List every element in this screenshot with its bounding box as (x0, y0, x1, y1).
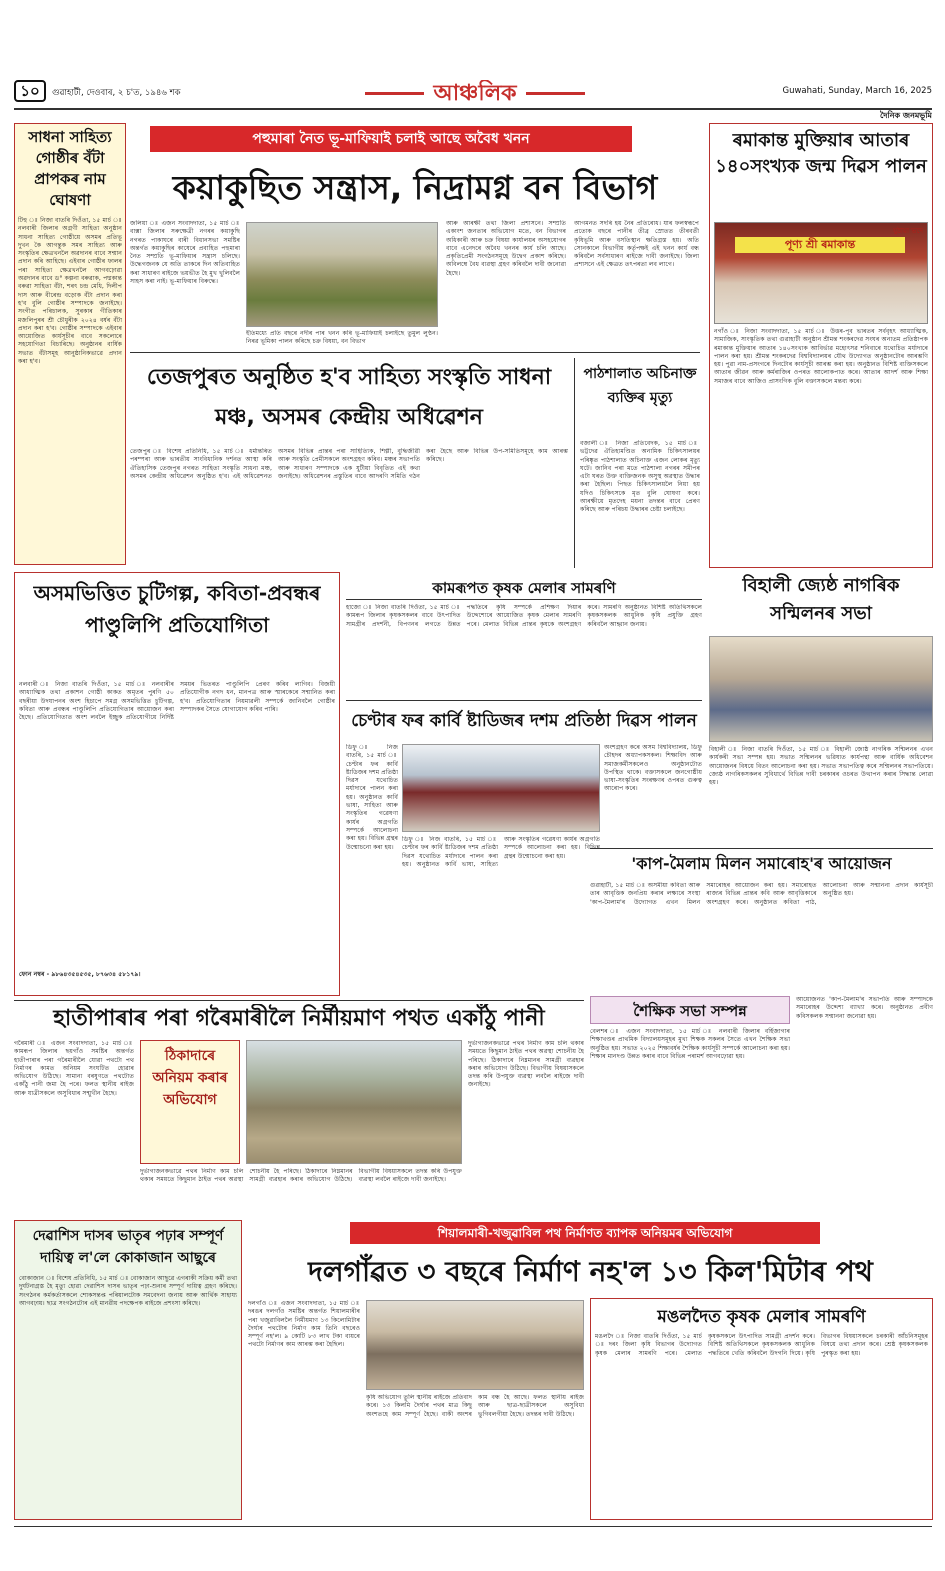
ramakanta-headline: ৰমাকান্ত মুক্তিয়াৰ আতাৰ ১৪০সংখ্যক জন্ম দিৱস পালন (715, 130, 927, 177)
sabha-headline: শৈক্ষিক সভা সম্পন্ন (590, 996, 790, 1024)
debashish-body: বোকাজান ঃ বিশেষ প্ৰতিনিধি, ১৫ মাৰ্চ ঃ বোকাজান আছুৱে এগৰাকী সক্ৰিয় কৰ্মী তথা দুৰ্ঘটনাগ্ৰস্ত হৈ মৃত্যু হোৱা দেৱাশিস দাসৰ ভাতৃৰ পঢ়া-শুনাৰ সম্পূৰ্ণ দায়িত্ব গ্ৰহণ কৰিছে। সংগঠনৰ কৰ্মকৰ্তাসকলে শোকসন্তপ্ত পৰিয়ালটোক সমবেদনা জনায় আৰু আৰ্থিক সাহায্য আগবঢ়ায়। ছাত্ৰ সংগঠনটোৰ এই মানৱীয় পদক্ষেপক ৰাইজে প্ৰশংসা কৰিছে। (19, 1275, 238, 1307)
kap-headline: 'কাপ-মৈলাম মিলন সমাৰোহ'ৰ আয়োজন (590, 848, 933, 878)
competition-body: নলবাৰী ঃ নিজা বাতৰি দিওঁতা, ১৫ মাৰ্চ ঃ নলবাৰীৰ আধ্যাত্মিক তথা প্ৰকাশন গোষ্ঠী কাকত অমৃতৰ পুৰণি ৫০ বছৰীয়া উদযাপনৰ অংশ হিচাপে সমগ্ৰ অসমভিত্তিত চুটিগল্প, কবিতা আৰু প্ৰবন্ধৰ পাণ্ডুলিপি প্ৰতিযোগিতাৰ আয়োজন কৰা হৈছে। প্ৰতিযোগিতাত অংশ লবলৈ ইচ্ছুক প্ৰতিযোগীয়ে নিৰ্দিষ্ট সময়ৰ ভিতৰত পাণ্ডুলিপি প্ৰেৰণ কৰিব লাগিব। বিজয়ী প্ৰতিযোগীক নগদ ধন, মানপত্ৰ আৰু স্মাৰকেৰে সন্মানিত কৰা হ'ব। প্ৰতিযোগিতাৰ নিয়মাৱলী সম্পৰ্কে জানিবলৈ গোষ্ঠীৰ সম্পাদকৰ সৈতে যোগাযোগ কৰিব পাৰি। (19, 681, 335, 722)
masthead-date-left: গুৱাহাটী, দেওবাৰ, ২ চ'ত, ১৯৪৬ শক (52, 88, 181, 98)
ramakanta-body: নগাঁও ঃ নিজা সংবাদদাতা, ১৫ মাৰ্চ ঃ উত্তৰ-পূব ভাৰতৰ সৰ্ববৃহৎ আধ্যাত্মিক, সামাজিক, সাংস্কৃতিক তথা গুৱাহাটী অনুষ্ঠান শ্ৰীমন্ত শংকৰদেৱ সংঘৰ অন্যতম প্ৰতিষ্ঠাপক ৰমাকান্ত মুক্তিয়াৰ আতাৰ ১৪০সংখ্যক আবিৰ্ভাৱ মহোৎসৱ শনিবাৰে যথোচিত মৰ্যাদাৰে পালন কৰা হয়। শ্ৰীমন্ত শংকৰদেৱ বিশ্ববিদ্যালয়ৰ যৌথ উদ্যোগত অনুষ্ঠানটোৰ আৰম্ভণি হয়। পুৱা নাম-প্ৰসংগৰে দিনটোৰ কাৰ্যসূচী আৰম্ভ কৰা হয়। অনুষ্ঠানত বিশিষ্ট ব্যক্তিসকলে আতাৰ জীৱন আৰু কৰ্মৰাজিৰ ওপৰত আলোকপাত কৰে। আতাৰ আদৰ্শ আৰু শিক্ষা সমাজৰ বাবে আজিও প্ৰাসংগিক বুলি বক্তাসকলে মন্তব্য কৰে। (714, 328, 928, 385)
divider-school (574, 358, 575, 568)
ramakanta-photo-corner: যুঠায়া ভদে (893, 227, 923, 235)
lead-headline: কয়াকুছিত সন্ত্ৰাস, নিদ্ৰামগ্ন বন বিভাগ (172, 168, 658, 207)
divider-hatipara (14, 1000, 584, 1001)
dalgaon-photo (366, 1300, 584, 1390)
page-bottom-rule (14, 1526, 932, 1527)
paper-name: দৈনিক জনমভূমি (880, 111, 932, 120)
tezpur-headline: তেজপুৰত অনুষ্ঠিত হ'ব সাহিত্য সংস্কৃতি সাধনা মঞ্চ, অসমৰ কেন্দ্ৰীয় অধিৱেশন (146, 365, 552, 430)
lead-photo (246, 222, 438, 327)
sabha-body: বেলশৰ ঃ এজন সংবাদদাতা, ১৫ মাৰ্চ ঃ নলবাৰী জিলাৰ বৰ্হিজাগাৰ শিক্ষাখণ্ডৰ প্ৰাথমিক বিদ্যালয়সমূহৰ মুখ্য শিক্ষক সকলৰ সৈতে এখন শৈক্ষিক সভা অনুষ্ঠিত হয়। সভাত ২০২৫ শিক্ষাবৰ্ষৰ শৈক্ষিক কাৰ্যসূচী সম্পৰ্কে আলোচনা কৰা হয়। শিক্ষাৰ মানদণ্ড উন্নত কৰাৰ বাবে বিভিন্ন পৰামৰ্শ আগবঢ়োৱা হয়। (590, 1028, 790, 1060)
sabha-body-right: আয়োজনত 'কাপ-মৈলাম'ৰ সভাপতি আৰু সম্পাদকে সমাৰোহৰ উদ্দেশ্য ব্যাখ্যা কৰে। অনুষ্ঠানত প্ৰবীণ কবিসকলক সন্মাননা জনোৱা হয়। (796, 996, 933, 1020)
mangaldai-headline: মঙলদৈত কৃষক মেলাৰ সামৰণি (657, 1307, 866, 1327)
hatipara-subhead: ঠিকাদাৰে অনিয়ম কৰাৰ অভিযোগ (152, 1048, 228, 1108)
centre-body-left: ডিফু ঃ নিজ বাতৰি, ১৫ মাৰ্চ ঃ চেণ্টাৰ ফৰ কাৰ্বি ষ্টাডিজৰ দশম প্ৰতিষ্ঠা দিৱস যথোচিত মৰ্যাদাৰে পালন কৰা হয়। অনুষ্ঠানত কাৰ্বি ভাষা, সাহিত্য আৰু সংস্কৃতিৰ গৱেষণা কাৰ্যৰ অগ্ৰগতি সম্পৰ্কে আলোচনা কৰা হয়। বিভিন্ন গ্ৰন্থৰ উন্মোচনো কৰা হয়। (346, 744, 398, 851)
tezpur-body: তেজপুৰ ঃ বিশেষ প্ৰতিনিধি, ১৫ মাৰ্চ ঃ ধৰ্মান্তৰিত পৰম্পৰা আৰু ভাৰতীয় সাংবিধানিক দৰ্শনত আস্থা কৰি ঐতিহাসিক তেজপুৰ নগৰত সাহিত্য সংস্কৃতি সাধনা মঞ্চ, অসমৰ কেন্দ্ৰীয় অধিৱেশন অনুষ্ঠিত হ'ব। এই অধিৱেশনত অসমৰ বিভিন্ন প্ৰান্তৰ পৰা সাহিত্যিক, শিল্পী, বুদ্ধিজীৱী আৰু সংস্কৃতি প্ৰেমীসকলে অংশগ্ৰহণ কৰিব। মঞ্চৰ সভাপতি আৰু সাধাৰণ সম্পাদকে এক যুটীয়া বিবৃতিত এই কথা জনাইছে। অধিৱেশনৰ প্ৰস্তুতিৰ বাবে আদৰণি সমিতি গঠন কৰা হৈছে আৰু বিভিন্ন উপ-সমিতিসমূহে কাম আৰম্ভ কৰিছে। (130, 448, 568, 480)
debashish-box (14, 1220, 242, 1520)
hatipara-body: গৰৈমাৰী ঃ এজন সংবাদদাতা, ১৫ মাৰ্চ ঃ কামৰূপ জিলাৰ ছয়গাঁও সমষ্টিৰ অন্তৰ্গত হাতীপাৰাৰ পৰা গৰৈমাৰীলৈ যোৱা পথটো পথ নিৰ্মাণৰ কামত অনিয়ম সংঘটিত হোৱাৰ অভিযোগ উঠিছে। সামান্য বৰষুণতে পথটোত একাঁঠু পানী জমা হৈ পৰে। ফলত স্থানীয় ৰাইজ আৰু যাত্ৰীসকলে অসুবিধাৰ সন্মুখীন হৈছে। (14, 1040, 134, 1097)
dalgaon-body-right: কৃষি অভিযোগ তুলি স্থানীয় ৰাইজে প্ৰতিবাদ কৰে। ১৩ কিলমি দৈৰ্ঘ্যৰ পথৰ মাত্ৰ কিছু অংশতহে কাম সম্পূৰ্ণ হৈছে। বাকী অংশৰ কাম বন্ধ হৈ আছে। ফলত স্থানীয় ৰাইজ আৰু ছাত্ৰ-ছাত্ৰীসকলে অসুবিধা ভুগিবলগীয়া হৈছে। তদন্তৰ দাবী উঠিছে। (366, 1394, 584, 1418)
hatipara-subhead-box (140, 1040, 240, 1164)
centre-headline: চেণ্টাৰ ফৰ কাৰ্বি ষ্টাডিজৰ দশম প্ৰতিষ্ঠা দিৱস পালন (346, 700, 702, 740)
school-body: বজালী ঃ নিজা প্ৰতিবেদক, ১৫ মাৰ্চ ঃ ভট্টদেৱ ঐতিহ্যমণ্ডিত অনামিক চিকিৎসালয়ৰ পৰিষ্কৃত পাঠশালাত অচিনাক্ত এজন লোকৰ মৃত্যু ঘটে। জানিব পৰা মতে পাঠশালা নগৰৰ সমীপৰ এটা ঘৰত উক্ত ব্যক্তিজনক অসুস্থ অৱস্থাত উদ্ধাৰ কৰা হৈছিল। পিছত চিকিৎসালয়লৈ নিয়া হয় যদিও চিকিৎসকে মৃত বুলি ঘোষণা কৰে। আৰক্ষীয়ে মৃতদেহ ময়না তদন্তৰ বাবে প্ৰেৰণ কৰিছে আৰু পৰিচয় উদ্ধাৰৰ চেষ্টা চলাইছে। (580, 440, 700, 514)
dalgaon-headline: দলগাঁৱত ৩ বছৰে নিৰ্মাণ নহ'ল ১৩ কিল'মিটাৰ পথ (308, 1255, 873, 1288)
bihali-headline: বিহালী জ্যেষ্ঠ নাগৰিক সন্মিলনৰ সভা (742, 575, 900, 624)
competition-box (14, 572, 340, 996)
masthead-logo (365, 80, 585, 110)
lead-body-right: আগমনত সদৰি হয় নৈৰ প্ৰতিৰোধ। যাৰ ফলস্বৰূপে প্ৰত্যেক বছৰে পানীৰ তীব্ৰ স্ৰোতত তীৰবৰ্তী কৃষিভূমি আৰু বসতিস্থান ক্ষতিগ্ৰস্ত হয়। অতি সোনকালে বিভাগীয় কৰ্তৃপক্ষই এই খনন কাৰ্য বন্ধ কৰিবলৈ সৰ্বসাধাৰণ ৰাইজে দাবী জনাইছে। জিলা প্ৰশাসনে এই ক্ষেত্ৰত তৎপৰতা লব লাগে। (574, 220, 699, 269)
competition-contact: ফোন নম্বৰ - ৯৮৬৪৩৫৪৫৩৫, ৮৭৬৩৪ ৫৮১৭৯। (19, 971, 141, 978)
lead-body-left: জলিয়া ঃ এজন সংবাদদাতা, ১৫ মাৰ্চ ঃ বাক্সা জিলাৰ সৰুক্ষেত্ৰী নগৰৰ কয়াকুছি নগৰত পাকাঘৰে বাৰী বিধানসভা সমষ্টিৰ অন্তৰ্গত কয়াকুছিৰ কাষেৰে প্ৰবাহিত পহুমাৰা নৈত সম্প্ৰতি ভূ-মাফিয়াৰ সন্ত্ৰাস চলিছে। উদ্ধেগজনক যে অতি তাকৰে দিন অতিবাহিত কৰা সাধাৰণ ৰাইজে ভয়ভীত হৈ মুখ খুলিবলৈ সাহস কৰা নাই। ভূ-মাফিয়াৰ বিৰুদ্ধে। (130, 220, 240, 286)
page-number: ১০ (14, 80, 46, 102)
mangaldai-box (590, 1298, 933, 1520)
bihali-body: বিহালী ঃ নিজা বাতৰি দিওঁতা, ১৫ মাৰ্চ ঃ বিহালী জ্যেষ্ঠ নাগৰিক সন্মিলনৰ এখন কাৰ্যকৰী সভা সম্পন্ন হয়। সভাত সন্মিলনৰ ভৱিষ্যত কাৰ্যপন্থা আৰু বাৰ্ষিক অধিবেশন আয়োজনৰ বিষয়ে বিতং আলোচনা কৰা হয়। সভাত সভাপতিত্ব কৰে সন্মিলনৰ সভাপতিয়ে। জ্যেষ্ঠ নাগৰিকসকলৰ সুবিধাৰ্থে বিভিন্ন দাবী চৰকাৰৰ ওচৰত উত্থাপন কৰাৰ সিদ্ধান্ত লোৱা হয়। (709, 746, 933, 787)
lead-body-mid: আৰু আৰক্ষী তথা জিলা প্ৰশাসনে। সম্প্ৰতি একাংশ জনতাৰ অভিযোগ মতে, বন বিভাগৰ অধিকাৰী আৰু চক্ৰ বিষয়া কাৰ্যালয়ৰ অসহযোগৰ বাবে এনেদৰে অবৈধ খননৰ কাৰ্য চলি আছে। প্ৰকৃতিপ্ৰেমী সংগঠনসমূহে উদ্বেগ প্ৰকাশ কৰিছে। অবিলম্বে বৈধ ব্যৱস্থা গ্ৰহণ কৰিবলৈ দাবী জনোৱা হৈছে। (446, 220, 566, 277)
bihali-story (709, 572, 933, 842)
mangaldai-body: মঙলদৈ ঃ নিজা বাতৰি দিওঁতা, ১৫ মাৰ্চ ঃ দৰং জিলা কৃষি বিভাগৰ উদ্যোগত কৃষক মেলাৰ সামৰণি পৰে। মেলাত কৃষকসকলে উৎপাদিত সামগ্ৰী প্ৰদৰ্শন কৰে। বিশিষ্ট অতিথিসকলে কৃষকসকলক আধুনিক পদ্ধতিৰে খেতি কৰিবলৈ উদগনি দিয়ে। কৃষি বিভাগৰ বিষয়াসকলে চৰকাৰী আঁচনিসমূহৰ বিষয়ে তথ্য প্ৰদান কৰে। শ্ৰেষ্ঠ কৃষকসকলক পুৰস্কৃত কৰা হয়। (595, 1333, 928, 1357)
divider-tezpur (130, 352, 700, 353)
sadhana-award-headline: সাধনা সাহিত্য গোষ্ঠীৰ বঁটা প্ৰাপকৰ নাম ঘোষণা (28, 128, 112, 209)
ramakanta-photo-banner: পূণ্য শ্ৰী ৰমাকান্ত (735, 237, 905, 253)
kamrup-body: হাজো ঃ নিজা বাতৰি দিওঁতা, ১৫ মাৰ্চ ঃ কামৰূপ জিলাৰ কৃষকসকলৰ বাবে উৎপাদিত সামগ্ৰীৰ প্ৰদৰ্শনী, বিপণনৰ লগতে উন্নত পদ্ধতিৰে কৃষি সম্পৰ্কে প্ৰশিক্ষণ দিয়াৰ উদ্দেশ্যেৰে আয়োজিত কৃষক মেলাৰ সামৰণি পৰে। মেলাত বিভিন্ন প্ৰান্তৰ কৃষকে অংশগ্ৰহণ কৰে। সামৰণি অনুষ্ঠানত বিশিষ্ট অতিথিসকলে কৃষকসকলক আধুনিক কৃষি প্ৰযুক্তি গ্ৰহণ কৰিবলৈ আহ্বান জনায়। (346, 604, 702, 628)
centre-body-right: অংশগ্ৰহণ কৰে অসম বিশ্ববিদ্যালয়, ডিফু চৌহদৰ অধ্যাপকসকল। শিক্ষাবিদ আৰু সমাজকৰ্মীসকলেও অনুষ্ঠানটোত উপস্থিত থাকে। বক্তাসকলে জনগোষ্ঠীয় ভাষা-সংস্কৃতিৰ সংৰক্ষণৰ ওপৰত গুৰুত্ব আৰোপ কৰে। (604, 744, 702, 793)
centre-photo (402, 744, 600, 832)
bihali-photo (709, 636, 933, 742)
sadhana-award-body: টিহু ঃ নিজা বাতৰি দিওঁতা, ১৫ মাৰ্চ ঃ নলবাৰী জিলাৰ অগ্ৰণী সাহিত্য অনুষ্ঠান সাধনা সাহিত্য গোষ্ঠীয়ে অসমৰ প্ৰতিভূ দুখন কৈ আগন্তুক সমৰ সাহিত্য আৰু সংস্কৃতিৰ ক্ষেত্ৰখনলৈ অৱদানৰ বাবে সন্মান প্ৰদান কৰি আহিছে। এইবাৰ গোষ্ঠীৰ ফালৰ পৰা সাহিত্য ক্ষেত্ৰখনলৈ আগবঢ়োৱা অৱদানৰ বাবে ড° কল্পনা বৰুৱাক, পদ্মকান্ত বৰুৱা সাহিত্য বঁটা, শৰৎ চন্দ্ৰ মেধি, দিলীপ দাস আৰু বীৰেন্দ্ৰ বড়োক বঁটা প্ৰদান কৰা হ'ব বুলি গোষ্ঠীৰ সম্পাদকে জনাইছে। সংগীত পৰিচালক, সুৰকাৰ গীতিকাৰ মজলিপুৰৰ শ্ৰী চৌধুৰীক ২০২৪ বৰ্ষৰ বঁটা প্ৰদান কৰা হ'ব। গোষ্ঠীৰ সম্পাদকে এইবাৰ আয়োজিত কাৰ্যসূচীৰ বাবে সকলোৰে সহযোগিতা বিচাৰিছে। অনুষ্ঠানৰ বাৰ্ষিক সভাত বঁটাসমূহ আনুষ্ঠানিকভাৱে প্ৰদান কৰা হ'ব। (18, 217, 122, 366)
masthead-rule (14, 108, 932, 110)
sadhana-award-box (14, 123, 126, 565)
kap-body: গুৱাহাটী, ১৫ মাৰ্চ ঃ অসমীয়া কবিতা আৰু তাৰ আবৃত্তিক জনপ্ৰিয় কৰাৰ লক্ষ্যৰে সংস্থা 'কাপ-মৈলাম'ৰ উদ্যোগত এখন মিলন সমাৰোহৰ আয়োজন কৰা হয়। সমাৰোহত ৰাজ্যৰ বিভিন্ন প্ৰান্তৰ কবি আৰু আবৃত্তিকাৰে অংশগ্ৰহণ কৰে। অনুষ্ঠানত কবিতা পাঠ, আলোচনা আৰু সন্মাননা প্ৰদান কাৰ্যসূচী অনুষ্ঠিত হয়। (590, 882, 933, 906)
ramakanta-photo (714, 222, 928, 324)
ramakanta-box (709, 123, 933, 568)
school-headline: পাঠশালাত অচিনাক্ত ব্যক্তিৰ মৃত্যু (583, 366, 697, 406)
hatipara-body-lower: দুৰ্ভাগ্যজনকভাৱে পথৰ নিৰ্মাণ কাম চলি থকাৰ সময়তে কিছুমান ঠাইত পথৰ অৱস্থা শোচনীয় হৈ পৰিছে। ঠিকাদাৰে নিম্নমানৰ সামগ্ৰী ব্যৱহাৰ কৰাৰ অভিযোগ উঠিছে। বিভাগীয় বিষয়াসকলে তদন্ত কৰি উপযুক্ত ব্যৱস্থা লবলৈ ৰাইজে দাবী জনাইছে। (140, 1168, 462, 1184)
hatipara-headline: হাতীপাৰাৰ পৰা গৰৈমাৰীলৈ নিৰ্মীয়মাণ পথত একাঁঠু পানী (53, 1006, 545, 1031)
lead-photo-caption: ইতিমধ্যে প্ৰতি বছৰে নদীৰ পাৰ খনন কৰি ভূ-মাফিয়াই চলাইছে তুমুল লুণ্ঠন। নিৰৱ ভূমিকা পালন কৰিছে চক্ৰ বিষয়া, বন বিভাগ (246, 330, 438, 346)
lead-kicker: পহুমাৰা নৈত ভূ-মাফিয়াই চলাই আছে অবৈধ খনন (150, 126, 632, 152)
masthead-date-right: Guwahati, Sunday, March 16, 2025 (782, 86, 932, 96)
kamrup-headline: কামৰূপত কৃষক মেলাৰ সামৰণি (346, 576, 702, 600)
centre-body-below-photo: ডিফু ঃ নিজ বাতৰি, ১৫ মাৰ্চ ঃ চেণ্টাৰ ফৰ কাৰ্বি ষ্টাডিজৰ দশম প্ৰতিষ্ঠা দিৱস যথোচিত মৰ্যাদাৰে পালন কৰা হয়। অনুষ্ঠানত কাৰ্বি ভাষা, সাহিত্য আৰু সংস্কৃতিৰ গৱেষণা কাৰ্যৰ অগ্ৰগতি সম্পৰ্কে আলোচনা কৰা হয়। বিভিন্ন গ্ৰন্থৰ উন্মোচনো কৰা হয়। (402, 836, 600, 868)
competition-headline: অসমভিত্তিত চুটিগল্প, কবিতা-প্ৰবন্ধৰ পাণ্ডুলিপি প্ৰতিযোগিতা (33, 581, 321, 637)
hatipara-body-right: দুৰ্ভাগ্যজনকভাৱে পথৰ নিৰ্মাণ কাম চলি থকাৰ সময়তে কিছুমান ঠাইত পথৰ অৱস্থা শোচনীয় হৈ পৰিছে। ঠিকাদাৰে নিম্নমানৰ সামগ্ৰী ব্যৱহাৰ কৰাৰ অভিযোগ উঠিছে। বিভাগীয় বিষয়াসকলে তদন্ত কৰি উপযুক্ত ব্যৱস্থা লবলৈ ৰাইজে দাবী জনাইছে। (468, 1040, 584, 1089)
hatipara-photo (246, 1040, 462, 1164)
logo-text: আঞ্চলিক (424, 81, 527, 106)
dalgaon-body-left: দলগাঁও ঃ এজন সংবাদদাতা, ১৫ মাৰ্চ ঃ দৰঙৰ দলগাঁও সমষ্টিৰ অন্তৰ্গত শিয়ালমাৰীৰ পৰা খজুৱাবিললৈ নিৰ্মীয়মাণ ১৩ কিলোমিটাৰ দৈৰ্ঘ্যৰ পথটোৰ নিৰ্মাণ কাম তিনি বছৰেও সম্পূৰ্ণ নহ'ল। ৯ কোটি ৮৩ লাখ টকা ব্যয়ৰে পথটো নিৰ্মাণৰ কাম আৰম্ভ কৰা হৈছিল। (248, 1300, 360, 1349)
dalgaon-kicker: শিয়ালমাৰী-খজুৱাবিল পথ নিৰ্মাণত ব্যাপক অনিয়মৰ অভিযোগ (350, 1222, 820, 1244)
debashish-headline: দেৱাশিস দাসৰ ভাতৃৰ পঢ়াৰ সম্পূৰ্ণ দায়িত্ব ল'লে কোকাজান আছুৰে (32, 1228, 224, 1266)
sabha-box (590, 996, 933, 1214)
